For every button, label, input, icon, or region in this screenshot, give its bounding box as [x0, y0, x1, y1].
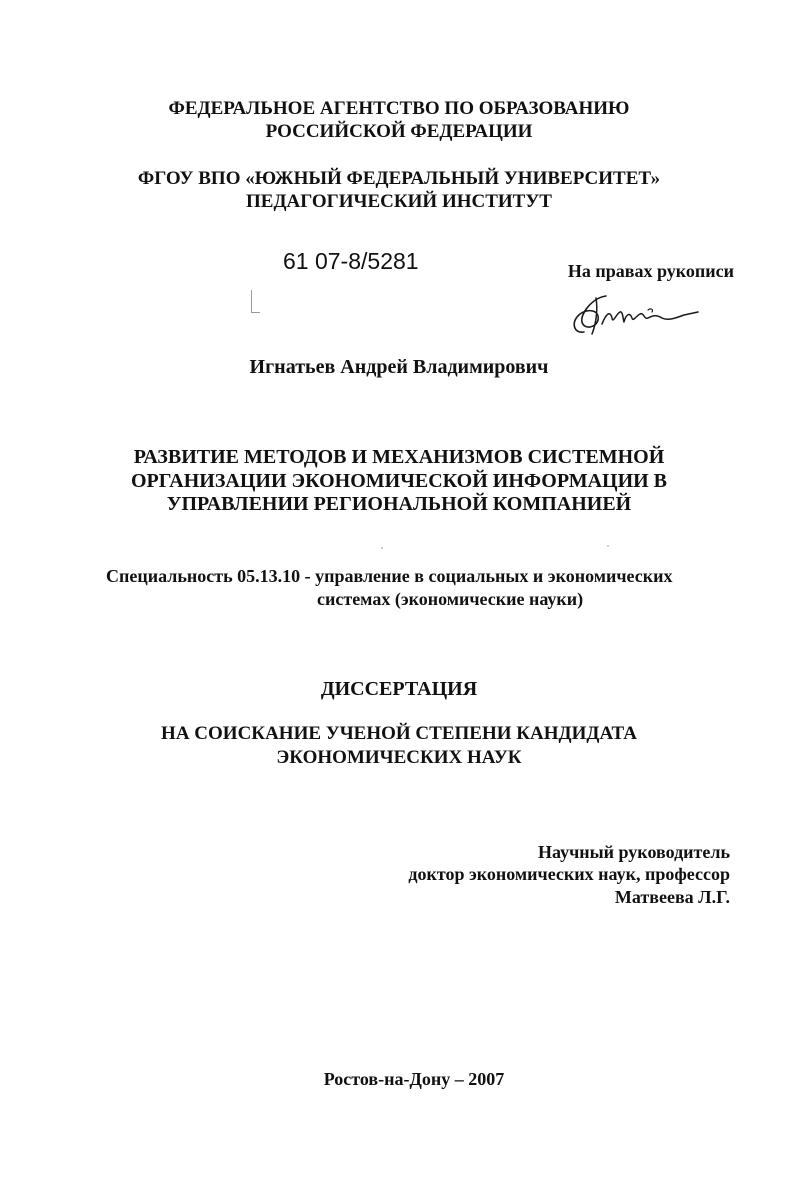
title-line-3: УПРАВЛЕНИИ РЕГИОНАЛЬНОЙ КОМПАНИЕЙ: [166, 493, 632, 515]
city-year: Ростов-на-Дону – 2007: [323, 1069, 505, 1089]
university-line-2: ПЕДАГОГИЧЕСКИЙ ИНСТИТУТ: [246, 191, 552, 212]
author-name: Игнатьев Андрей Владимирович: [249, 356, 549, 378]
specialty-line-2: системах (экономические науки): [317, 589, 584, 609]
agency-line-1: ФЕДЕРАЛЬНОЕ АГЕНТСТВО ПО ОБРАЗОВАНИЮ: [168, 98, 630, 119]
supervisor-degree: доктор экономических наук, профессор: [408, 864, 730, 884]
document-number: 61 07-8/5281: [283, 248, 419, 274]
title-line-1: РАЗВИТИЕ МЕТОДОВ И МЕХАНИЗМОВ СИСТЕМНОЙ: [133, 446, 665, 468]
supervisor-role: Научный руководитель: [538, 842, 730, 862]
degree-line-1: НА СОИСКАНИЕ УЧЕНОЙ СТЕПЕНИ КАНДИДАТА: [161, 723, 637, 744]
scan-speck: [381, 547, 383, 549]
corner-mark: [251, 290, 260, 313]
agency-line-2: РОССИЙСКОЙ ФЕДЕРАЦИИ: [265, 121, 533, 142]
title-line-2: ОРГАНИЗАЦИИ ЭКОНОМИЧЕСКОЙ ИНФОРМАЦИИ В: [130, 470, 668, 492]
document-type: ДИССЕРТАЦИЯ: [320, 678, 478, 700]
supervisor-name: Матвеева Л.Г.: [614, 887, 730, 907]
signature-icon: [566, 284, 706, 342]
university-line-1: ФГОУ ВПО «ЮЖНЫЙ ФЕДЕРАЛЬНЫЙ УНИВЕРСИТЕТ»: [137, 168, 661, 189]
specialty-line-1: Специальность 05.13.10 - управление в социальных и экономических: [106, 566, 673, 586]
scan-speck: [607, 545, 609, 547]
degree-line-2: ЭКОНОМИЧЕСКИХ НАУК: [276, 747, 522, 768]
manuscript-rights: На правах рукописи: [567, 261, 734, 281]
